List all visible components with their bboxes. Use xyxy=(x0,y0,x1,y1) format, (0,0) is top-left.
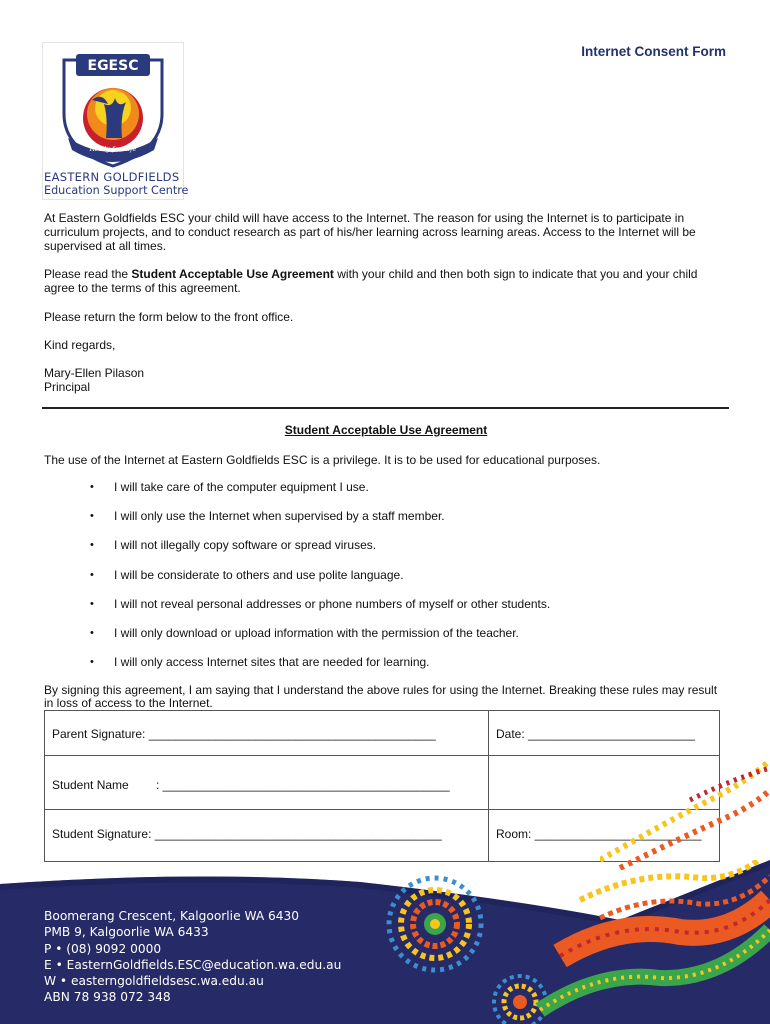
intro-paragraph-2 xyxy=(44,267,728,295)
agreement-closing: By signing this agreement, I am saying that I understand the above rules for using the Internet. Breaking these rules may result in loss of access to the Internet. xyxy=(44,683,718,710)
rule-item xyxy=(44,626,728,655)
footer-website[interactable]: W • easterngoldfieldsesc.wa.edu.au xyxy=(44,974,264,989)
date-field[interactable]: Date: _________________________ xyxy=(496,727,695,741)
school-name xyxy=(44,170,188,198)
bullet: • xyxy=(90,481,94,493)
agreement-title: Student Acceptable Use Agreement xyxy=(284,423,488,437)
rule-text: I will be considerate to others and use polite language. xyxy=(114,567,404,582)
dot-trail-motif xyxy=(600,760,770,870)
student-name-label: Student Name xyxy=(52,778,129,792)
signer-title: Principal xyxy=(44,380,91,394)
rule-item xyxy=(44,538,728,567)
agreement-lead: The use of the Internet at Eastern Goldfields ESC is a privilege. It is to be used for educational purposes. xyxy=(44,453,601,467)
footer-email[interactable]: E • EasternGoldfields.ESC@education.wa.edu.au xyxy=(44,957,342,972)
footer-abn: ABN 78 938 072 348 xyxy=(44,990,171,1005)
para2-before: Please read the xyxy=(44,267,132,281)
rule-text: I will only download or upload information with the permission of the teacher. xyxy=(114,625,519,640)
bullet: • xyxy=(90,568,94,581)
table-divider xyxy=(45,755,719,756)
kind-regards: Kind regards, xyxy=(44,338,116,352)
rule-item xyxy=(44,655,728,684)
logo-motto: Ready for Life xyxy=(89,145,137,153)
rule-item xyxy=(44,509,728,538)
para2-after: with your child and then both sign to indicate that you and your child agree to the terms of this agreement. xyxy=(44,267,698,295)
rule-text: I will not illegally copy software or spread viruses. xyxy=(114,538,377,553)
section-divider xyxy=(42,407,729,409)
school-name-line2: Education Support Centre xyxy=(44,184,189,197)
footer-phone[interactable]: P • (08) 9092 0000 xyxy=(44,941,162,956)
table-divider xyxy=(488,711,489,861)
form-title: Internet Consent Form xyxy=(581,44,726,59)
bullet: • xyxy=(90,656,94,669)
bullet: • xyxy=(90,510,94,523)
student-signature-field[interactable]: Student Signature: ___________________________________________ xyxy=(52,827,442,841)
rule-item xyxy=(44,568,728,597)
rule-item xyxy=(44,597,728,626)
bullet: • xyxy=(90,626,94,639)
parent-signature-field[interactable]: Parent Signature: ___________________________________________ xyxy=(52,727,436,741)
signer-name: Mary-Ellen Pilason xyxy=(44,366,145,380)
logo-badge-text: EGESC xyxy=(87,58,139,74)
bullet: • xyxy=(90,539,94,552)
rule-text: I will take care of the computer equipment I use. xyxy=(114,480,369,494)
intro-paragraph-3: Please return the form below to the front office. xyxy=(44,310,294,324)
bullet: • xyxy=(90,597,94,610)
rule-text: I will only use the Internet when supervised by a staff member. xyxy=(114,509,445,524)
footer-address-street: Boomerang Crescent, Kalgoorlie WA 6430 xyxy=(44,909,300,923)
agreement-rules xyxy=(44,480,728,684)
rule-text: I will not reveal personal addresses or phone numbers of myself or other students. xyxy=(114,596,551,611)
school-name-line1: EASTERN GOLDFIELDS xyxy=(44,170,180,184)
footer-address-postal: PMB 9, Kalgoorlie WA 6433 xyxy=(44,925,209,940)
intro-paragraph-1: At Eastern Goldfields ESC your child will have access to the Internet. The reason for using the Internet is to participate in curriculum projects, and to conduct research as part of his/her learning across learning areas. Access to the Internet will be supervised at all times. xyxy=(44,211,696,253)
room-field[interactable]: Room: _________________________ xyxy=(496,827,702,841)
student-name-field[interactable]: : ___________________________________________ xyxy=(156,778,450,792)
rule-text: I will only access Internet sites that are needed for learning. xyxy=(114,655,430,670)
para2-bold: Student Acceptable Use Agreement xyxy=(131,267,334,281)
rule-item xyxy=(44,480,728,509)
footer-contact xyxy=(44,908,341,1006)
